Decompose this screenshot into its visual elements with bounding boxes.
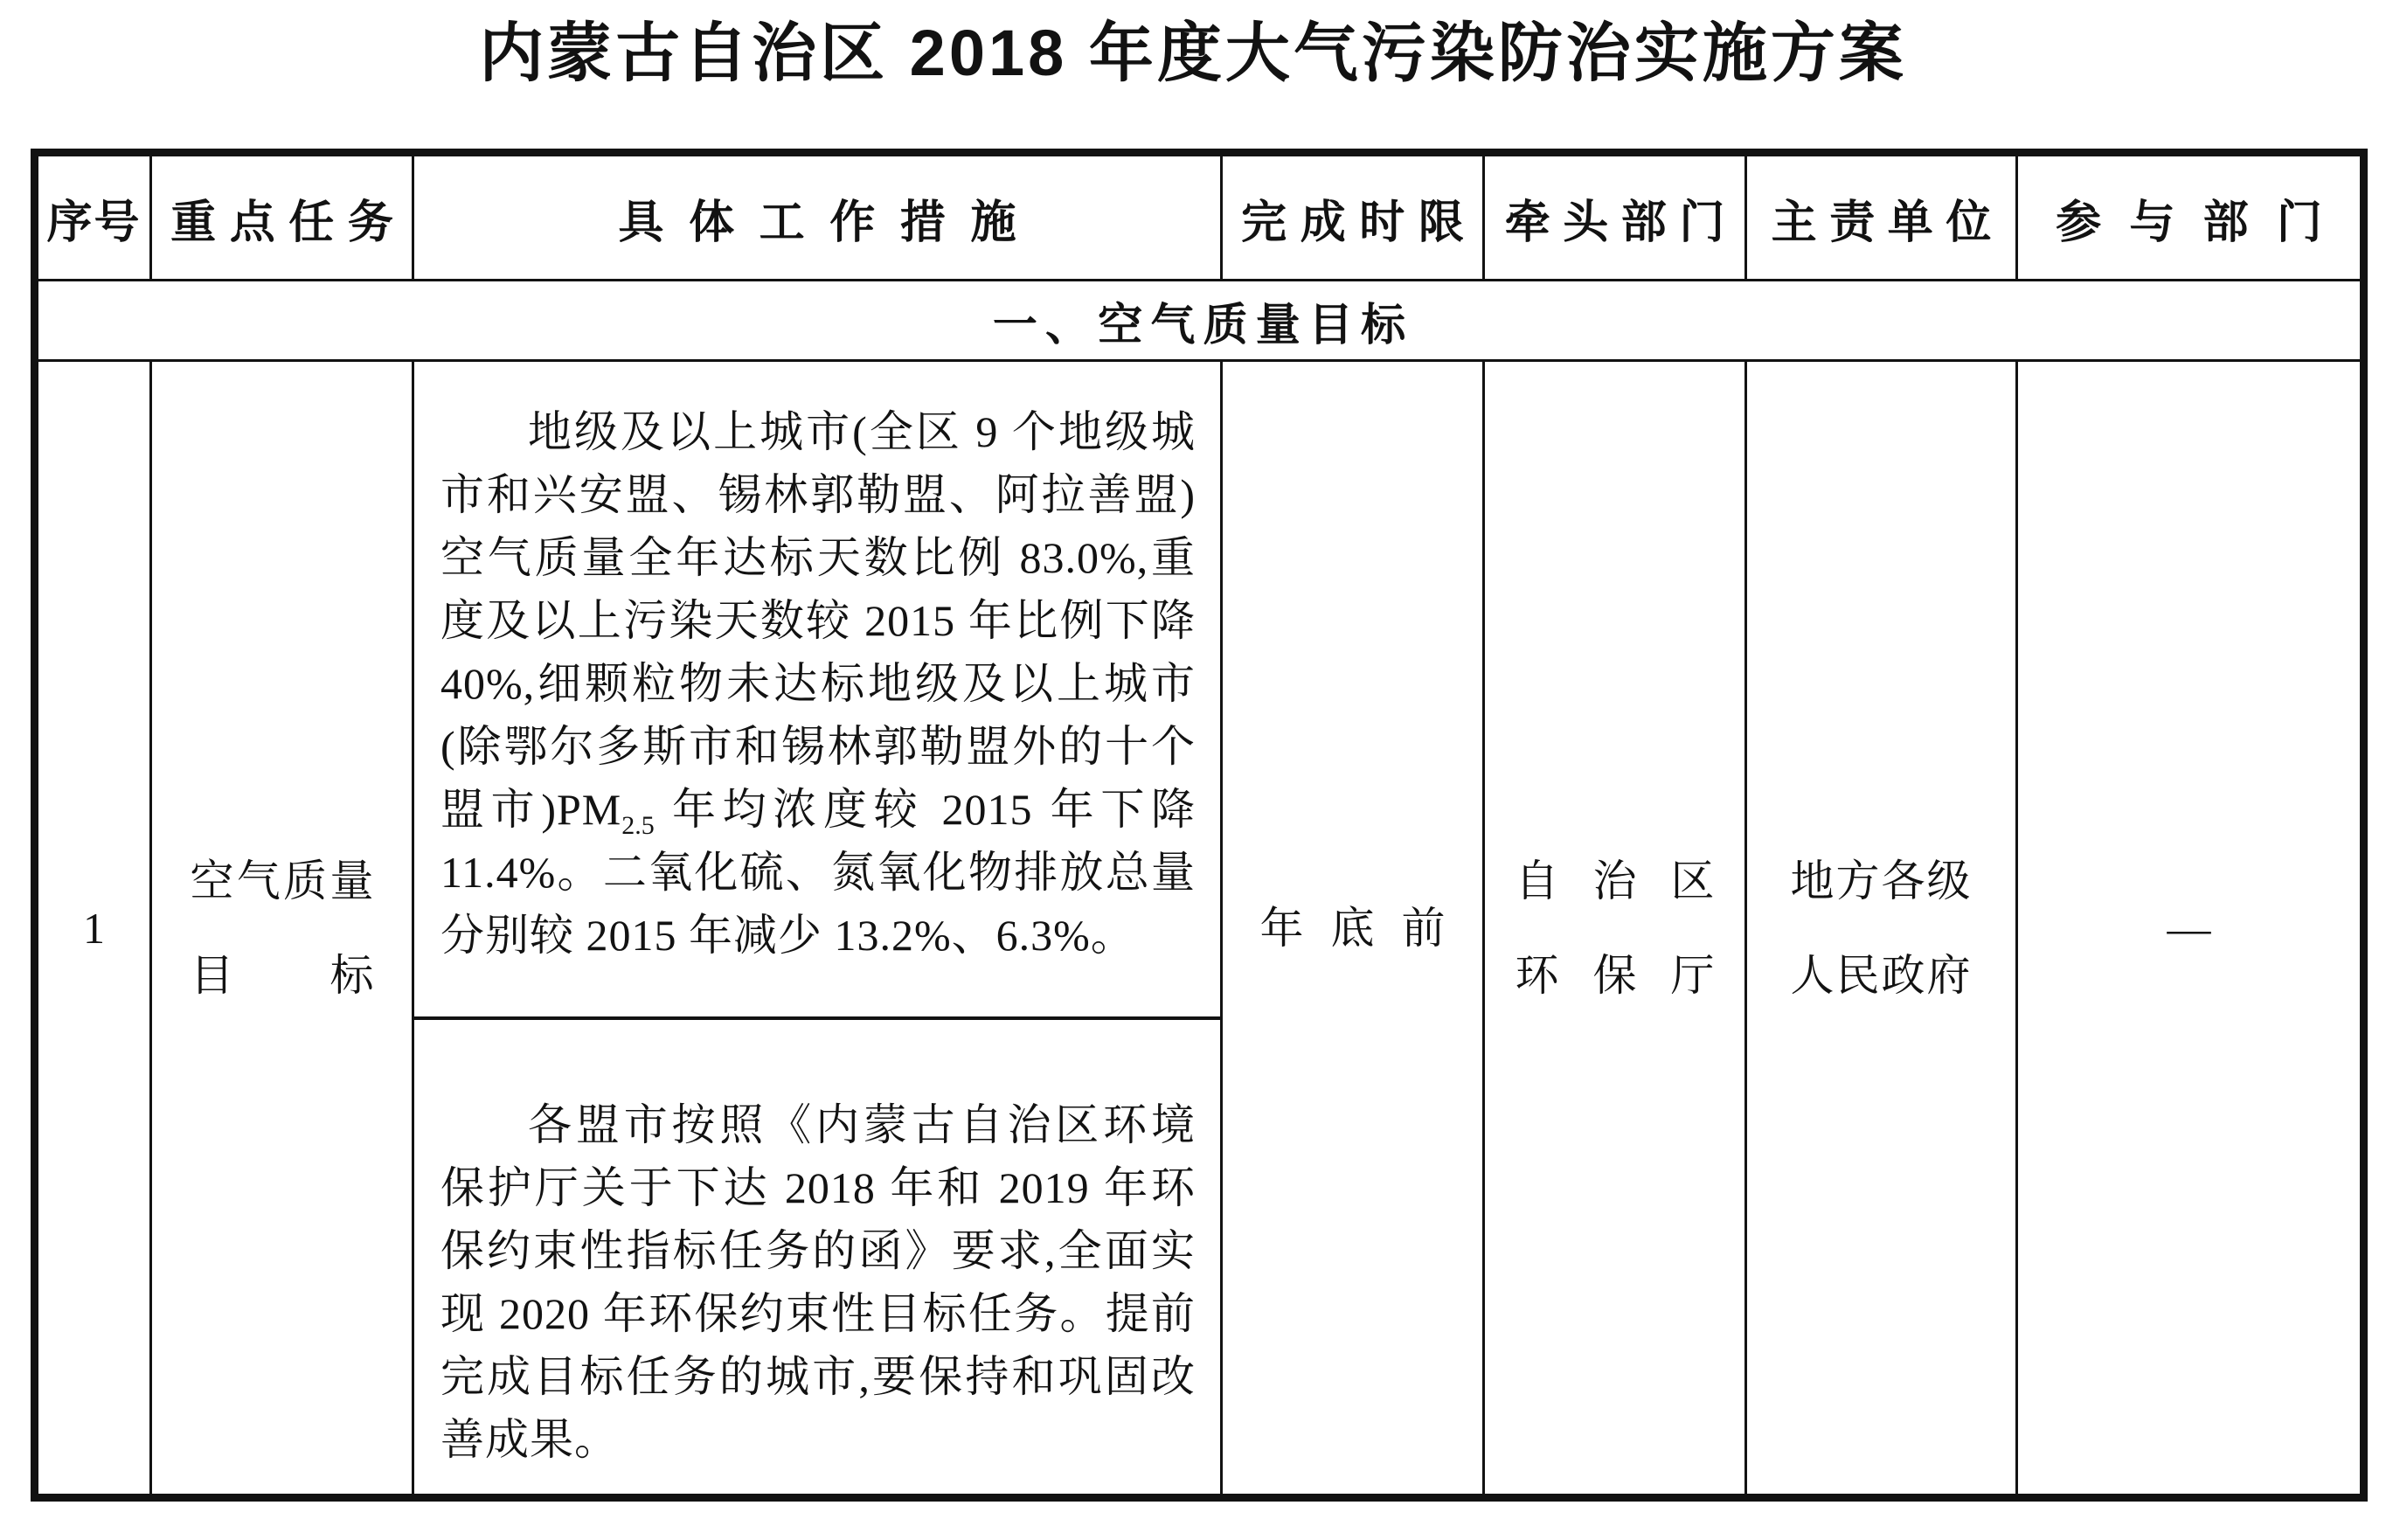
- measures-paragraph-1-text: 地级及以上城市(全区 9 个地级城市和兴安盟、锡林郭勒盟、阿拉善盟)空气质量全年达标天数比例 83.0%,重度及以上污染天数较 2015 年比例下降 40%,细颗粒物未达标地级及以上城市(除鄂尔多斯市和锡林郭勒盟外的十个盟市)PM: [440, 407, 1196, 834]
- responsible-unit-line-1: 地方各级: [1790, 856, 1973, 905]
- work-measures-subcell-1: [414, 362, 1220, 1020]
- section-header-label: 一、空气质量目标: [35, 281, 2364, 361]
- cell-participating-departments: —: [2017, 361, 2364, 1498]
- cell-serial-number: 1: [35, 361, 151, 1498]
- column-header-work-measures: 具体工作措施: [413, 153, 1222, 281]
- column-header-participating-departments: 参与部门: [2017, 153, 2364, 281]
- table-header-row: [35, 153, 2364, 281]
- key-task-line-2: 目标: [190, 950, 374, 1000]
- column-header-key-task: 重点任务: [151, 153, 413, 281]
- cell-key-task: [151, 361, 413, 1498]
- work-measures-subcell-2: [414, 1020, 1220, 1494]
- column-header-deadline: 完成时限: [1222, 153, 1484, 281]
- measures-paragraph-1-tail: 年均浓度较 2015 年下降 11.4%。二氧化硫、氮氧化物排放总量分别较 2015 年减少 13.2%、6.3%。: [440, 785, 1196, 960]
- cell-lead-department: [1484, 361, 1746, 1498]
- cell-work-measures: [413, 361, 1222, 1498]
- measures-paragraph-2: 各盟市按照《内蒙古自治区环境保护厅关于下达 2018 年和 2019 年环保约束性指标任务的函》要求,全面实现 2020 年环保约束性目标任务。提前完成目标任务的城市,要保持和巩固改善成果。: [440, 1100, 1196, 1464]
- cell-responsible-unit: [1746, 361, 2017, 1498]
- cell-deadline: [1222, 361, 1484, 1498]
- page-title: 内蒙古自治区 2018 年度大气污染防治实施方案: [479, 17, 1907, 89]
- table-row: [35, 361, 2364, 1498]
- plan-table: [31, 149, 2368, 1502]
- section-row-air-quality-goals: [35, 281, 2364, 361]
- lead-department-line-1: 自治区: [1515, 856, 1715, 905]
- measures-paragraph-1: [440, 400, 1196, 967]
- column-header-responsible-unit: 主责单位: [1746, 153, 2017, 281]
- key-task-line-1: 空气质量: [190, 856, 374, 905]
- deadline-text: 年底前: [1259, 903, 1446, 953]
- column-header-serial-number: 序号: [35, 153, 151, 281]
- column-header-lead-department: 牵头部门: [1484, 153, 1746, 281]
- responsible-unit-line-2: 人民政府: [1790, 950, 1973, 1000]
- lead-department-line-2: 环保厅: [1515, 950, 1715, 1000]
- pm25-subscript: 2.5: [621, 811, 655, 840]
